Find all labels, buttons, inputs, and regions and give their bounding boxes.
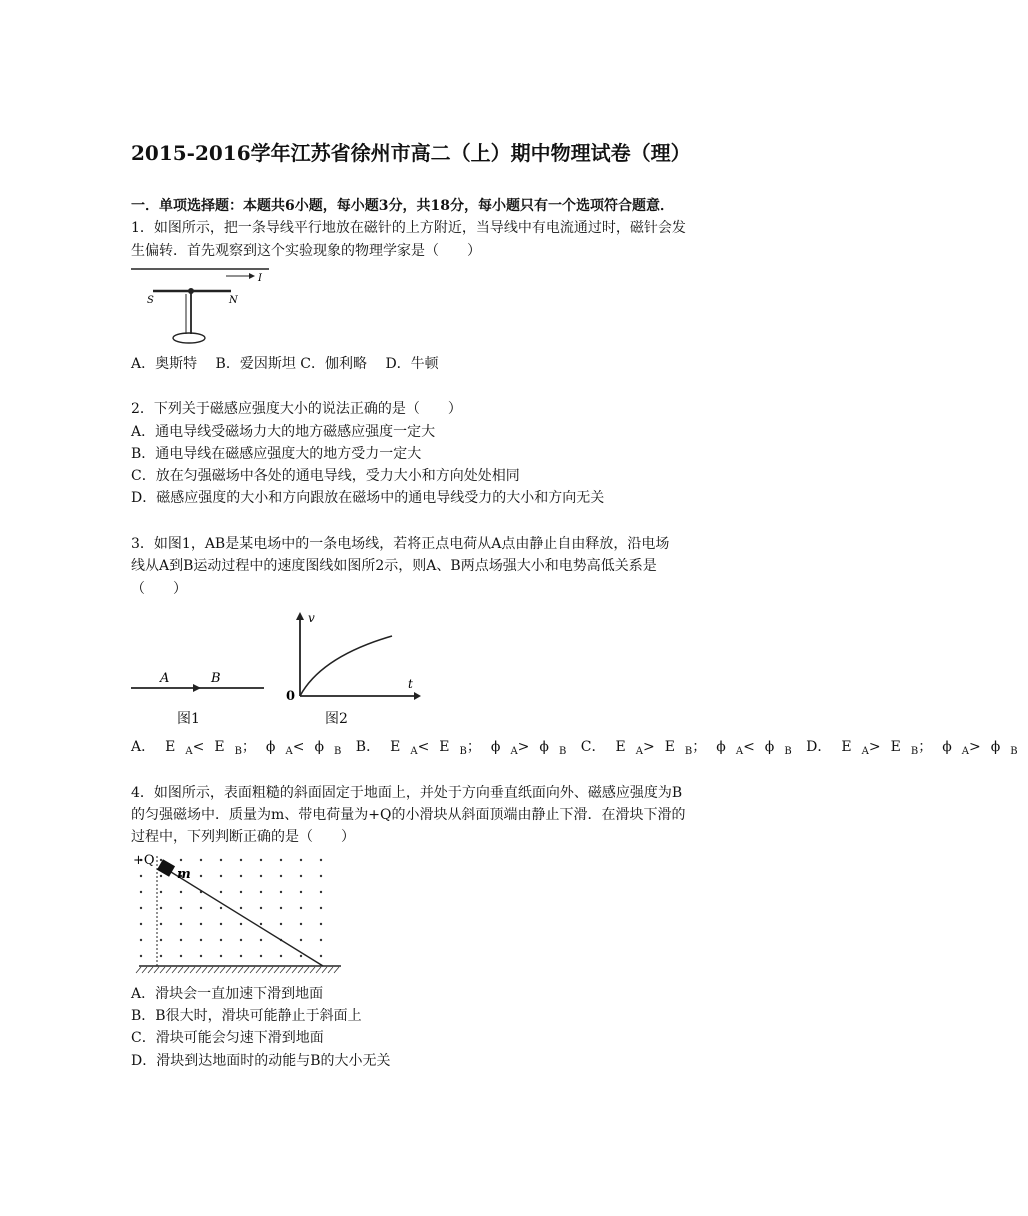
- q1-stem-line2: 生偏转．首先观察到这个实验现象的物理学家是（ ）: [131, 243, 481, 259]
- ground-hatching: [136, 967, 339, 973]
- q3-figure2-velocity-graph: [284, 610, 424, 702]
- q3-label-v: v: [308, 611, 315, 625]
- q3-figure2-caption: 图2: [325, 711, 348, 727]
- q3-figure1-caption: 图1: [177, 711, 200, 727]
- q3-option-c: C． E $_A$> E $_B$； ϕ $_A$< ϕ $_B$: [580, 739, 792, 757]
- q4-option-c: C．滑块可能会匀速下滑到地面: [131, 1030, 324, 1046]
- q4-label-charge: +Q: [133, 853, 155, 868]
- q1-options: A．奥斯特 B．爱因斯坦 C．伽利略 D．牛顿: [131, 356, 439, 372]
- q3-label-b: B: [211, 671, 221, 686]
- q3-option-d: D． E $_A$> E $_B$； ϕ $_A$> ϕ $_B$: [806, 739, 1018, 757]
- q3-label-a: A: [160, 671, 170, 686]
- q2-option-d: D．磁感应强度的大小和方向跟放在磁场中的通电导线受力的大小和方向无关: [131, 490, 605, 506]
- q1-label-s: S: [147, 295, 154, 306]
- q2-stem: 2．下列关于磁感应强度大小的说法正确的是（ ）: [131, 401, 462, 417]
- q1-stem-line1: 1．如图所示，把一条导线平行地放在磁针的上方附近，当导线中有电流通过时，磁针会发: [131, 220, 686, 236]
- q3-stem-line3: （ ）: [131, 581, 187, 597]
- q4-option-d: D．滑块到达地面时的动能与B的大小无关: [131, 1053, 391, 1069]
- q2-option-b: B．通电导线在磁感应强度大的地方受力一定大: [131, 446, 422, 462]
- q4-stem-line1: 4．如图所示，表面粗糙的斜面固定于地面上，并处于方向垂直纸面向外、磁感应强度为B: [131, 785, 683, 801]
- q1-label-n: N: [229, 295, 238, 306]
- q3-option-a: A． E $_A$< E $_B$； ϕ $_A$< ϕ $_B$: [131, 739, 342, 757]
- q1-label-i: I: [258, 273, 262, 284]
- q4-stem-line2: 的匀强磁场中．质量为m、带电荷量为+Q的小滑块从斜面顶端由静止下滑．在滑块下滑的: [131, 807, 686, 823]
- q4-label-mass: m: [177, 867, 191, 882]
- q3-stem-line1: 3．如图1，AB是某电场中的一条电场线，若将正点电荷从A点由静止自由释放，沿电场: [131, 536, 670, 552]
- q1-compass-figure: [131, 262, 271, 352]
- charged-block: [157, 859, 175, 876]
- q3-option-b: B． E $_A$< E $_B$； ϕ $_A$> ϕ $_B$: [355, 739, 567, 757]
- q4-incline-figure: [131, 850, 346, 980]
- q3-options: [131, 738, 1028, 761]
- q3-stem-line2: 线从A到B运动过程中的速度图线如图所2示，则A、B两点场强大小和电势高低关系是: [131, 558, 657, 574]
- q3-figure1-field-line: [131, 668, 271, 698]
- section-heading: 一．单项选择题：本题共6小题，每小题3分，共18分，每小题只有一个选项符合题意．: [131, 198, 674, 214]
- q3-label-t: t: [408, 677, 413, 691]
- q4-stem-line3: 过程中，下列判断正确的是（ ）: [131, 829, 355, 845]
- page-title: 2015-2016学年江苏省徐州市高二（上）期中物理试卷（理）: [131, 141, 691, 165]
- q3-label-origin: 0: [286, 689, 296, 704]
- q4-option-a: A．滑块会一直加速下滑到地面: [131, 986, 324, 1002]
- q2-option-c: C．放在匀强磁场中各处的通电导线，受力大小和方向处处相同: [131, 468, 520, 484]
- q4-option-b: B．B很大时，滑块可能静止于斜面上: [131, 1008, 362, 1024]
- q2-option-a: A．通电导线受磁场力大的地方磁感应强度一定大: [131, 424, 436, 440]
